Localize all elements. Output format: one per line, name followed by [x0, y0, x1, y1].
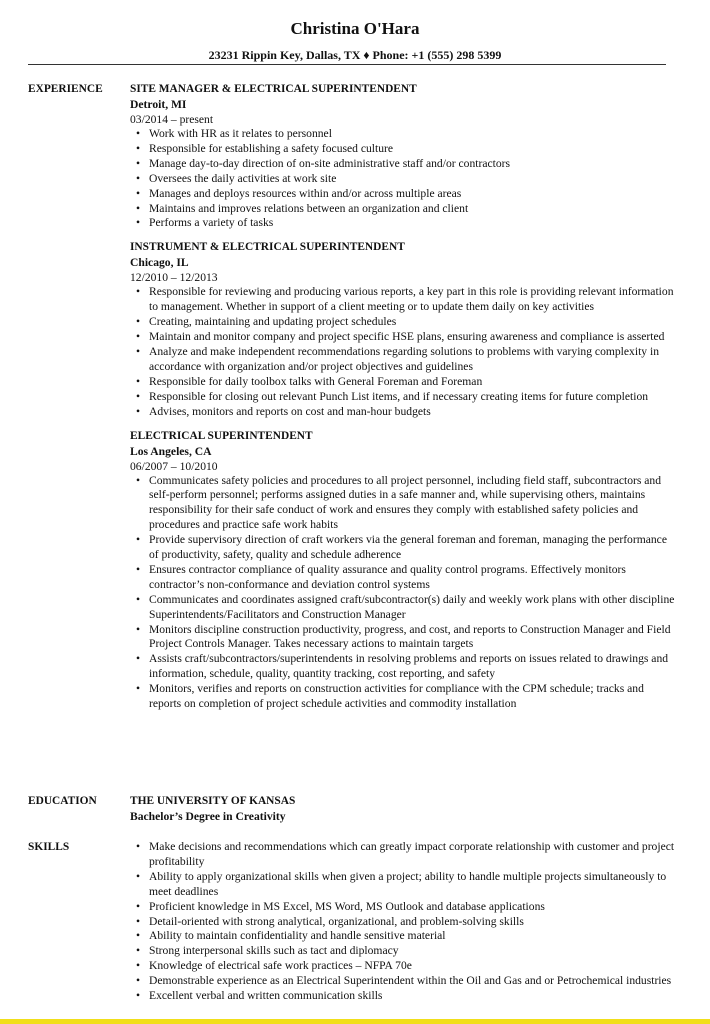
- job-bullets: [130, 127, 675, 231]
- skill-item: • Detail-oriented with strong analytical, organizational, and problem-solving skills: [149, 915, 675, 930]
- job-bullet: • Provide supervisory direction of craft workers via the general foreman and foreman, managing the performance of productivity, safety, quality and schedule adherence: [149, 533, 675, 563]
- job-bullet: • Manages and deploys resources within and/or across multiple areas: [149, 187, 675, 202]
- job-title: ELECTRICAL SUPERINTENDENT: [130, 429, 313, 442]
- job-location: Chicago, IL: [130, 256, 189, 270]
- skill-item: • Ability to maintain confidentiality and handle sensitive material: [149, 929, 675, 944]
- skill-item: • Knowledge of electrical safe work practices – NFPA 70e: [149, 959, 675, 974]
- job-bullet: • Responsible for establishing a safety focused culture: [149, 142, 675, 157]
- job-bullet: • Communicates and coordinates assigned craft/subcontractor(s) daily and weekly work plans with other discipline Superintendents/Facilitators and Construction Manager: [149, 593, 675, 623]
- job-bullet: • Communicates safety policies and procedures to all project personnel, including field staff, subcontractors and self-perform personnel; performs assigned duties in a safe manner and, while supervising others, maintains responsibility for their safe conduct of work and ensures they comply with established safety policies and procedures and practice safe work habits: [149, 474, 675, 534]
- job-entry: [130, 240, 675, 419]
- job-bullet: • Monitors discipline construction productivity, progress, and cost, and reports to Construction Manager and Field Project Controls Manager. Takes necessary actions to maintain targets: [149, 623, 675, 653]
- skills-body: [130, 840, 675, 1004]
- job-title: SITE MANAGER & ELECTRICAL SUPERINTENDENT: [130, 83, 417, 95]
- job-bullet: • Ensures contractor compliance of quality assurance and quality control programs. Effectively monitors contractor’s non-conformance and deviation control systems: [149, 563, 675, 593]
- job-bullets: [130, 474, 675, 713]
- job-bullet: • Responsible for closing out relevant Punch List items, and if necessary creating items for future completion: [149, 390, 675, 405]
- job-bullet: • Assists craft/subcontractors/superintendents in resolving problems and reports on issues related to drawings and information, schedule, quality, quantity tracking, cost reporting, and safety: [149, 652, 675, 682]
- job-bullet: • Responsible for daily toolbox talks with General Foreman and Foreman: [149, 375, 675, 390]
- job-bullet: • Maintains and improves relations between an organization and client: [149, 202, 675, 217]
- skills-list: [130, 840, 675, 1004]
- education-body: [130, 794, 675, 824]
- skills-heading: SKILLS: [28, 841, 70, 853]
- job-bullets: [130, 285, 675, 419]
- job-bullet: • Work with HR as it relates to personnel: [149, 127, 675, 142]
- job-dates: 12/2010 – 12/2013: [130, 271, 218, 285]
- education-degree: Bachelor’s Degree in Creativity: [130, 810, 286, 823]
- skill-item: • Proficient knowledge in MS Excel, MS Word, MS Outlook and database applications: [149, 900, 675, 915]
- job-entry: [130, 429, 675, 713]
- education-heading: EDUCATION: [28, 795, 97, 807]
- contact-line: 23231 Rippin Key, Dallas, TX ♦ Phone: +1 (555) 298 5399: [208, 48, 502, 62]
- job-dates: 06/2007 – 10/2010: [130, 459, 218, 473]
- skill-item: • Demonstrable experience as an Electrical Superintendent within the Oil and Gas and or Petrochemical industries: [149, 974, 675, 989]
- skill-item: • Make decisions and recommendations which can greatly impact corporate relationship with customer and project profitability: [149, 840, 675, 870]
- job-bullet: • Manage day-to-day direction of on-site administrative staff and/or contractors: [149, 157, 675, 172]
- job-bullet: • Advises, monitors and reports on cost and man-hour budgets: [149, 405, 675, 420]
- job-bullet: • Monitors, verifies and reports on construction activities for compliance with the CPM schedule; tracks and reports on completion of project schedule activities and commodity installation: [149, 682, 675, 712]
- skill-item: • Excellent verbal and written communication skills: [149, 989, 675, 1004]
- education-school: THE UNIVERSITY OF KANSAS: [130, 795, 296, 807]
- resume-name: Christina O'Hara: [290, 19, 420, 38]
- job-bullet: • Maintain and monitor company and project specific HSE plans, ensuring awareness and compliance is asserted: [149, 330, 675, 345]
- experience-heading: EXPERIENCE: [28, 83, 103, 95]
- jobs-list: [130, 82, 675, 721]
- job-bullet: • Oversees the daily activities at work site: [149, 172, 675, 187]
- job-bullet: • Performs a variety of tasks: [149, 216, 675, 231]
- job-title: INSTRUMENT & ELECTRICAL SUPERINTENDENT: [130, 241, 405, 254]
- job-location: Detroit, MI: [130, 98, 187, 111]
- job-bullet: • Responsible for reviewing and producing various reports, a key part in this role is providing relevant information to management. Whether in support of a client meeting or to update them daily on key activities: [149, 285, 675, 315]
- header-divider: [28, 64, 666, 65]
- job-bullet: • Analyze and make independent recommendations regarding solutions to problems with varying complexity in accordance with organization and/or project objectives and guidelines: [149, 345, 675, 375]
- job-location: Los Angeles, CA: [130, 444, 212, 458]
- footer-accent-bar: [0, 1019, 710, 1024]
- skill-item: • Ability to apply organizational skills when given a project; ability to handle multiple projects simultaneously to meet deadlines: [149, 870, 675, 900]
- job-entry: [130, 82, 675, 231]
- job-bullet: • Creating, maintaining and updating project schedules: [149, 315, 675, 330]
- skill-item: • Strong interpersonal skills such as tact and diplomacy: [149, 944, 675, 959]
- job-dates: 03/2014 – present: [130, 113, 214, 126]
